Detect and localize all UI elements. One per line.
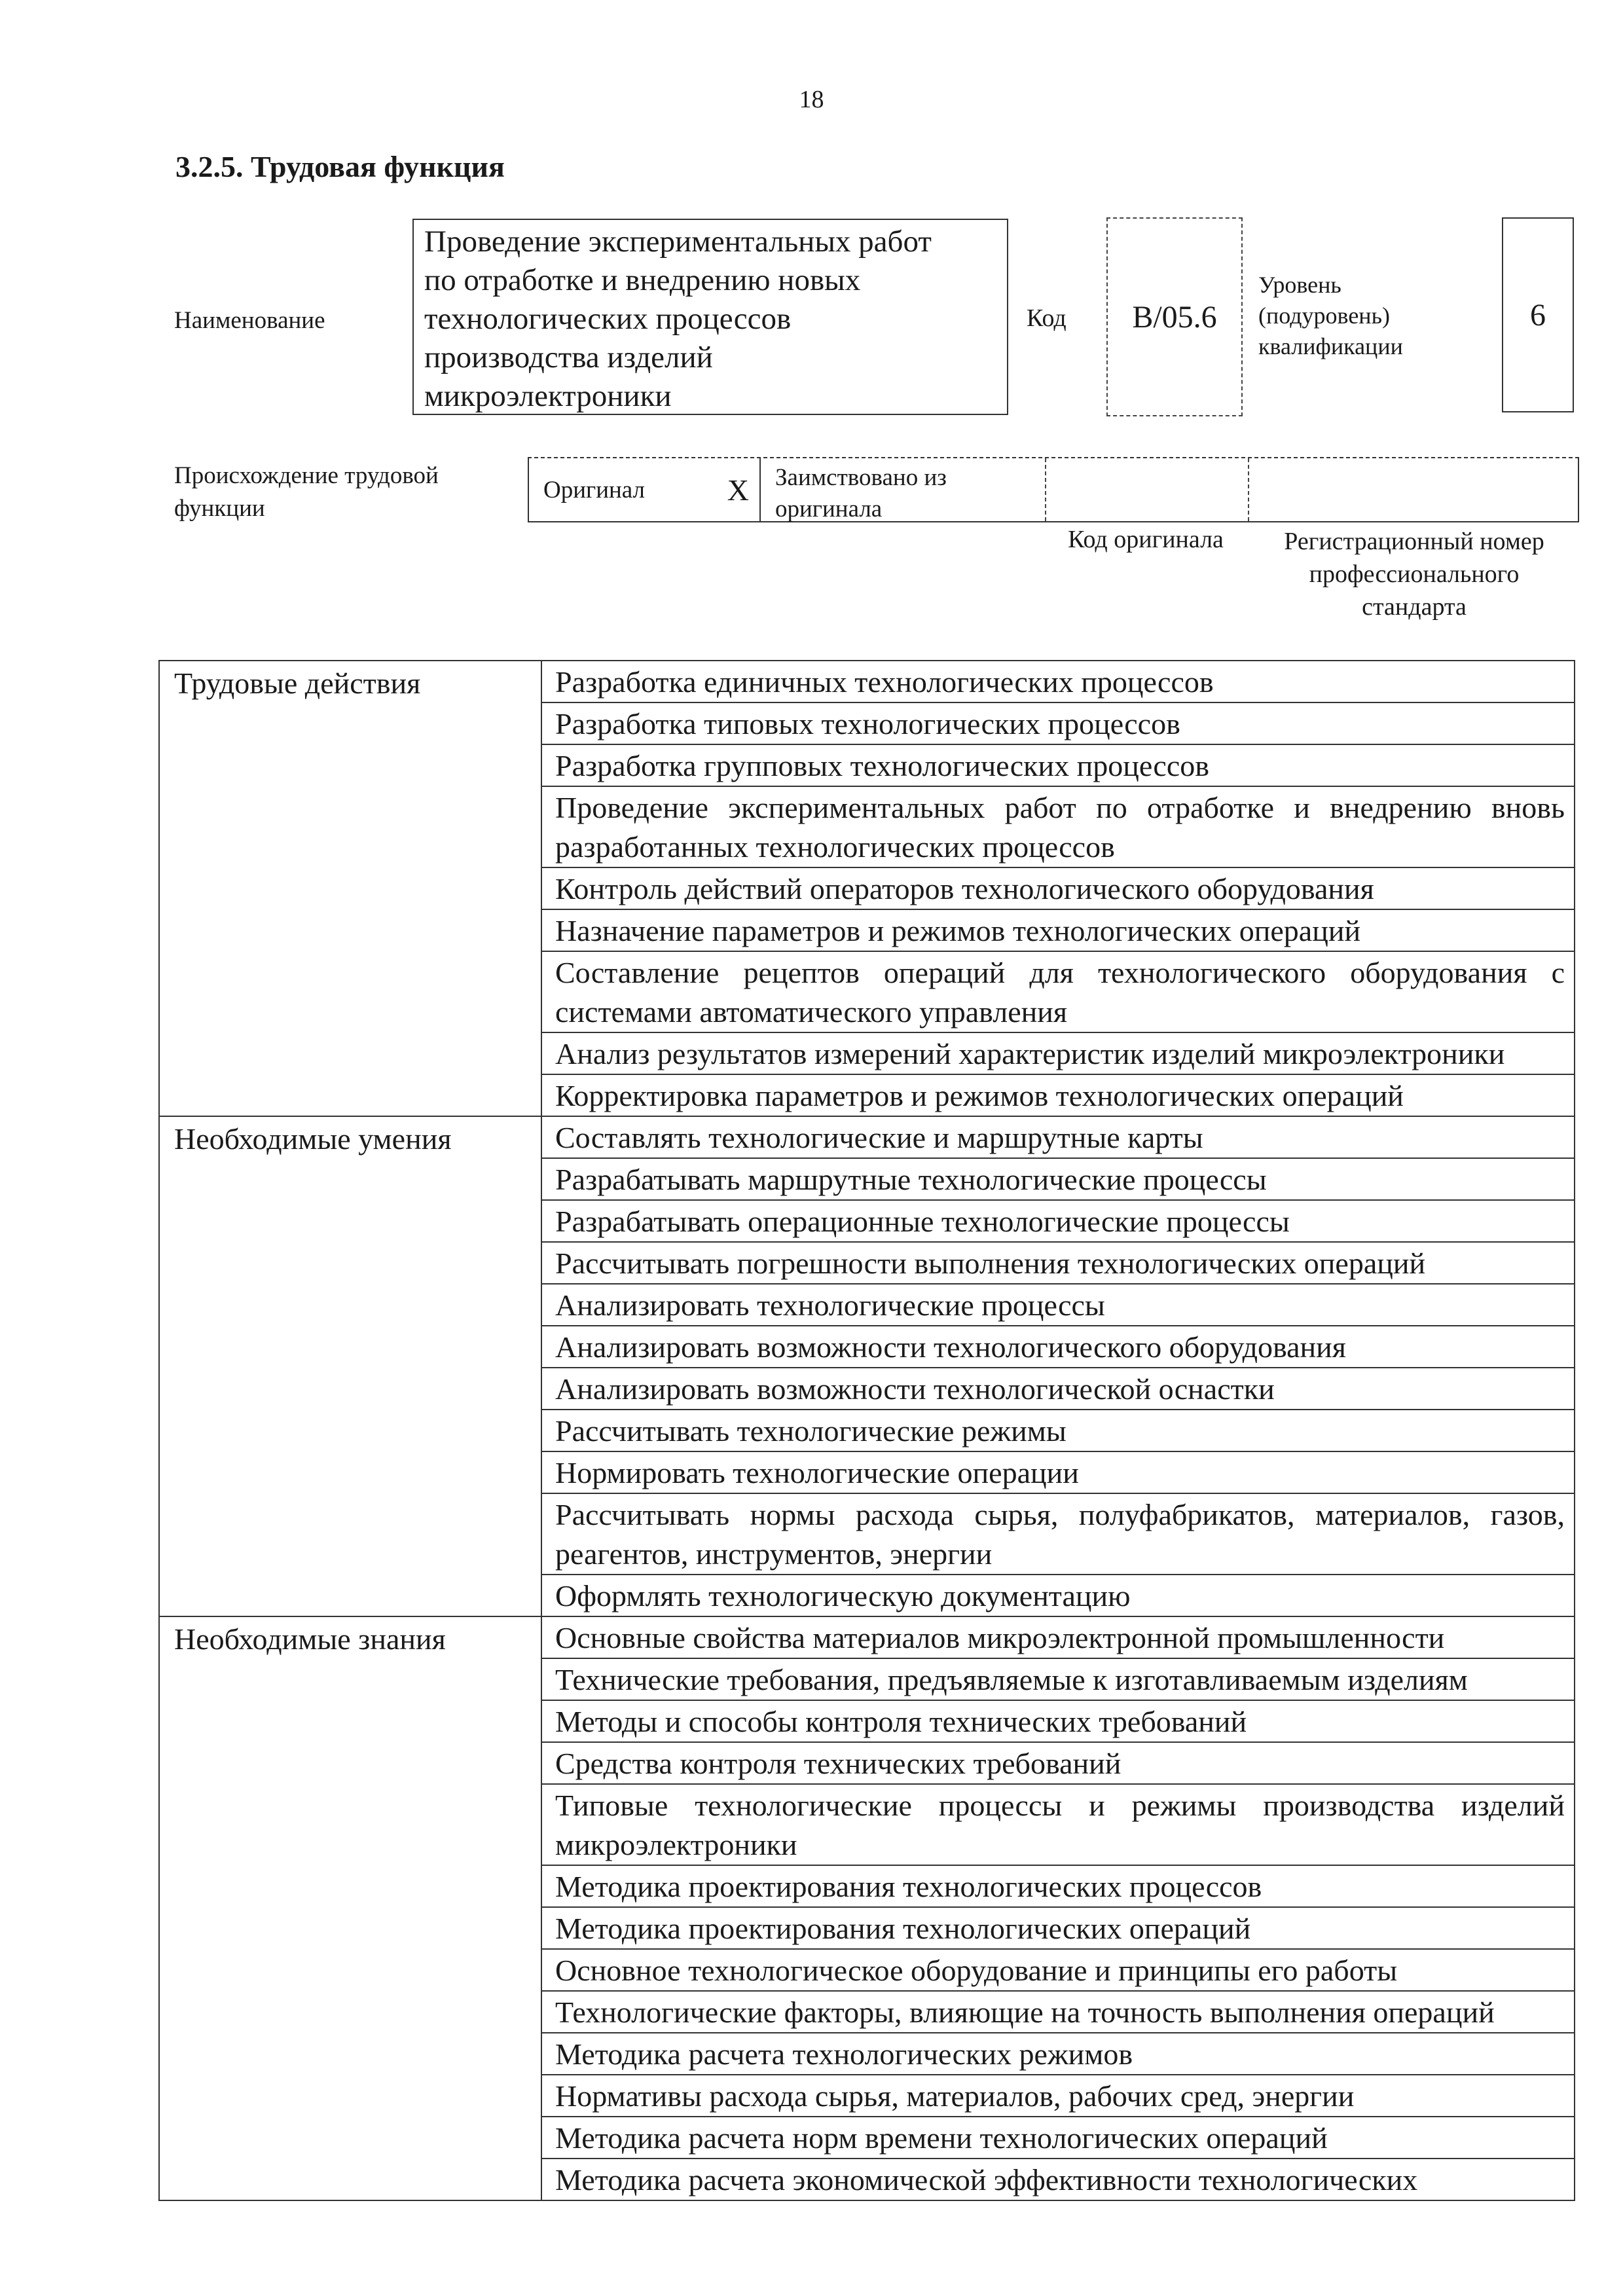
origin-label-line: Происхождение трудовой [174, 462, 439, 489]
table-item: Оформлять технологическую документацию [541, 1575, 1575, 1616]
function-name-box [412, 219, 1008, 415]
table-item: Технологические факторы, влияющие на точность выполнения операций [541, 1991, 1575, 2033]
table-item: Проведение экспериментальных работ по отработке и внедрению вновь разработанных технологических процессов [541, 786, 1575, 867]
table-item: Методы и способы контроля технических требований [541, 1700, 1575, 1742]
caption-reg-line: Регистрационный номер [1284, 528, 1544, 555]
original-label: Оригинал [543, 476, 646, 503]
table-item: Нормировать технологические операции [541, 1451, 1575, 1493]
table-item: Методика расчета норм времени технологических операций [541, 2117, 1575, 2159]
page-number: 18 [799, 86, 824, 113]
origin-row [528, 457, 1579, 522]
original-code-cell [1046, 458, 1249, 521]
table-item: Методика проектирования технологических процессов [541, 1865, 1575, 1907]
table-item: Разрабатывать маршрутные технологические процессы [541, 1158, 1575, 1200]
caption-reg-line: профессионального [1309, 560, 1520, 588]
table-item: Анализировать технологические процессы [541, 1284, 1575, 1326]
table-row [159, 661, 1575, 702]
level-label-line: квалификации [1258, 333, 1403, 359]
caption-registration-number [1250, 525, 1578, 623]
level-label-line: (подуровень) [1258, 302, 1390, 329]
table-item: Разработка единичных технологических процессов [541, 661, 1575, 702]
table-item: Методика расчета технологических режимов [541, 2033, 1575, 2075]
table-row [159, 1116, 1575, 1158]
borrowed-label [761, 458, 1046, 521]
table-item: Методика проектирования технологических операций [541, 1907, 1575, 1949]
name-label: Наименование [174, 307, 325, 334]
function-name-line: производства изделий [424, 340, 713, 374]
registration-number-cell [1249, 458, 1578, 521]
table-item: Разработка групповых технологических процессов [541, 744, 1575, 786]
table-item: Составление рецептов операций для технологического оборудования с системами автоматического управления [541, 951, 1575, 1032]
borrowed-label-line: Заимствовано из [775, 464, 947, 491]
section-title: 3.2.5. Трудовая функция [175, 150, 505, 183]
table-item: Составлять технологические и маршрутные карты [541, 1116, 1575, 1158]
table-row [159, 1616, 1575, 1658]
caption-reg-line: стандарта [1362, 593, 1467, 621]
table-item: Назначение параметров и режимов технологических операций [541, 909, 1575, 951]
origin-label-line: функции [174, 495, 265, 522]
borrowed-label-line: оригинала [775, 496, 883, 522]
section-category: Необходимые умения [159, 1116, 541, 1616]
origin-label [174, 460, 439, 525]
code-value: B/05.6 [1106, 217, 1243, 416]
function-name-line: технологических процессов [424, 302, 792, 336]
function-name-line: Проведение экспериментальных работ [424, 225, 932, 259]
table-item: Основные свойства материалов микроэлектронной промышленности [541, 1616, 1575, 1658]
table-item: Рассчитывать нормы расхода сырья, полуфабрикатов, материалов, газов, реагентов, инструментов, энергии [541, 1493, 1575, 1575]
table-item: Средства контроля технических требований [541, 1742, 1575, 1784]
table-item: Нормативы расхода сырья, материалов, рабочих сред, энергии [541, 2075, 1575, 2117]
table-item: Основное технологическое оборудование и принципы его работы [541, 1949, 1575, 1991]
code-label: Код [1027, 304, 1067, 332]
level-label [1258, 270, 1403, 362]
original-mark: X [664, 458, 761, 521]
table-item: Рассчитывать технологические режимы [541, 1410, 1575, 1451]
table-item: Контроль действий операторов технологического оборудования [541, 867, 1575, 909]
caption-original-code: Код оригинала [1068, 526, 1224, 553]
table-item: Разработка типовых технологических процессов [541, 702, 1575, 744]
table-item: Типовые технологические процессы и режимы производства изделий микроэлектроники [541, 1784, 1575, 1865]
function-details-table [158, 660, 1575, 2201]
table-item: Рассчитывать погрешности выполнения технологических операций [541, 1242, 1575, 1284]
table-item: Анализ результатов измерений характеристик изделий микроэлектроники [541, 1032, 1575, 1074]
table-item: Разрабатывать операционные технологические процессы [541, 1200, 1575, 1242]
section-category: Трудовые действия [159, 661, 541, 1116]
table-item: Корректировка параметров и режимов технологических операций [541, 1074, 1575, 1116]
function-name-line: по отработке и внедрению новых [424, 263, 861, 297]
section-category: Необходимые знания [159, 1616, 541, 2200]
level-value: 6 [1502, 217, 1574, 412]
level-label-line: Уровень [1258, 272, 1341, 298]
table-item: Методика расчета экономической эффективности технологических [541, 2159, 1575, 2200]
table-item: Анализировать возможности технологического оборудования [541, 1326, 1575, 1368]
table-item: Технические требования, предъявляемые к изготавливаемым изделиям [541, 1658, 1575, 1700]
table-item: Анализировать возможности технологической оснастки [541, 1368, 1575, 1410]
function-name-line: микроэлектроники [424, 379, 672, 413]
